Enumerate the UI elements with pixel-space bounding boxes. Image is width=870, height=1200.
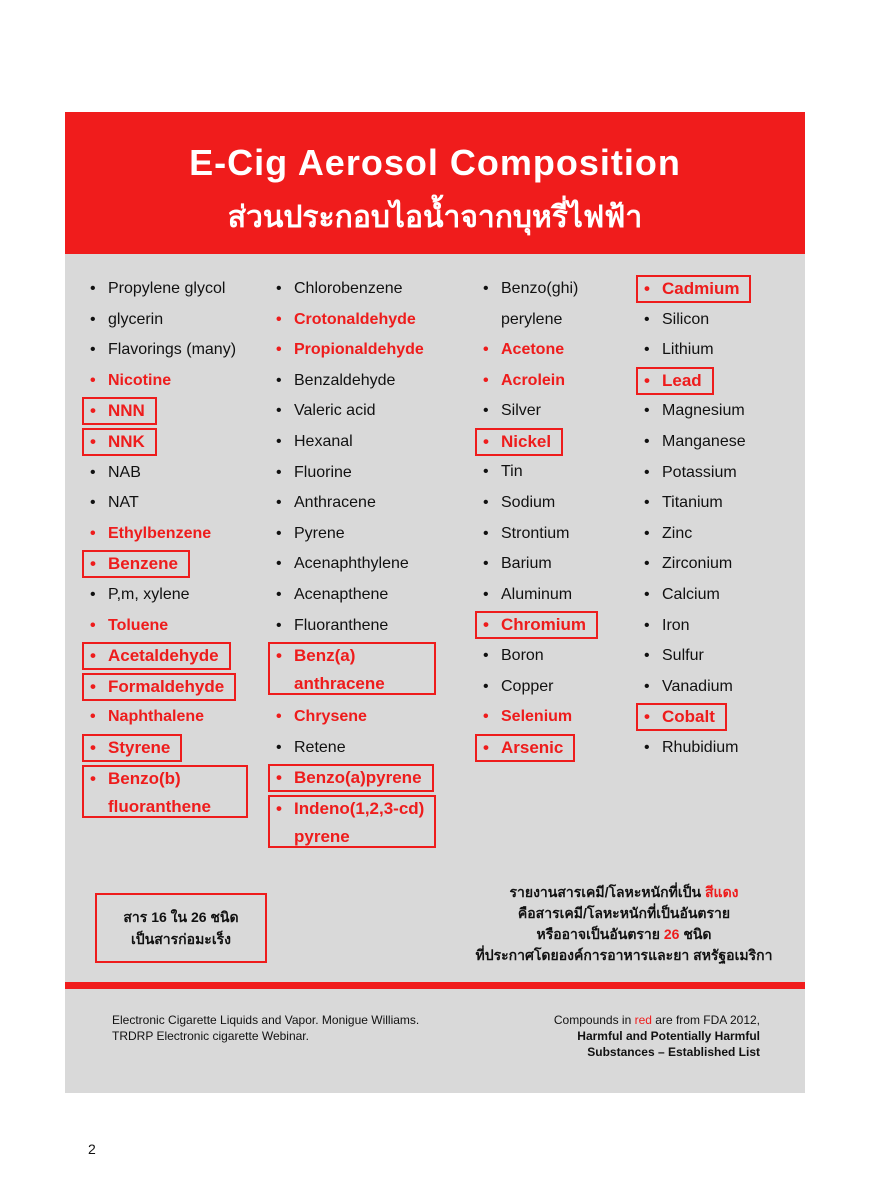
reference-right bbox=[490, 1012, 760, 1060]
divider-line bbox=[65, 982, 805, 989]
compound-item bbox=[82, 431, 236, 462]
compound-name: Acenaphthylene bbox=[294, 555, 409, 573]
bullet-icon: • bbox=[644, 585, 650, 603]
compound-item bbox=[636, 553, 746, 584]
column-2 bbox=[268, 278, 424, 859]
bullet-icon: • bbox=[90, 616, 96, 634]
compound-name: Sodium bbox=[501, 493, 556, 511]
compound-item bbox=[82, 706, 236, 737]
compound-name: NNK bbox=[108, 431, 145, 451]
fda-note-line-2: คือสารเคมี/โลหะหนักที่เป็นอันตราย bbox=[517, 905, 731, 921]
highlight-box bbox=[82, 673, 236, 701]
compound-item bbox=[82, 584, 236, 615]
bullet-icon: • bbox=[644, 524, 650, 542]
compound-name: Acetaldehyde bbox=[108, 646, 219, 666]
bullet-icon: • bbox=[90, 737, 96, 757]
compound-name: Potassium bbox=[662, 463, 737, 481]
highlight-box bbox=[82, 765, 248, 818]
compound-item bbox=[268, 400, 424, 431]
compound-item bbox=[636, 462, 746, 493]
compound-name: Naphthalene bbox=[108, 708, 205, 726]
fda-note-red-word: สีแดง bbox=[705, 884, 739, 900]
bullet-icon: • bbox=[483, 431, 489, 451]
reference-right-text-2: are from FDA 2012, bbox=[651, 1013, 760, 1027]
compound-item bbox=[475, 492, 586, 523]
compound-item bbox=[475, 431, 586, 462]
bullet-icon: • bbox=[483, 402, 489, 420]
bullet-icon: • bbox=[90, 708, 96, 726]
compound-item bbox=[82, 400, 236, 431]
compound-item bbox=[636, 431, 746, 462]
compound-name: Acetone bbox=[501, 341, 565, 358]
bullet-icon: • bbox=[644, 494, 650, 512]
bullet-icon: • bbox=[90, 676, 96, 696]
compound-item bbox=[82, 676, 236, 707]
highlight-box bbox=[82, 428, 157, 456]
compound-item bbox=[268, 767, 424, 798]
reference-right-line-1 bbox=[490, 1012, 760, 1028]
compound-item bbox=[268, 492, 424, 523]
compound-name: Calcium bbox=[662, 585, 720, 603]
bullet-icon: • bbox=[644, 463, 650, 481]
compound-name: Chrysene bbox=[294, 708, 367, 726]
bullet-icon: • bbox=[276, 768, 282, 788]
compound-name: Nickel bbox=[501, 431, 552, 451]
bullet-icon: • bbox=[276, 310, 282, 328]
compound-name: Iron bbox=[662, 616, 690, 634]
compound-name: Selenium bbox=[501, 708, 573, 726]
compound-name: P,m, xylene bbox=[108, 585, 190, 603]
compound-name: Copper bbox=[501, 677, 554, 695]
bullet-icon: • bbox=[90, 554, 96, 574]
bullet-icon: • bbox=[644, 707, 650, 727]
bullet-icon: • bbox=[483, 737, 489, 757]
compound-name: Flavorings (many) bbox=[108, 341, 237, 359]
compound-name: Lithium bbox=[662, 341, 714, 359]
compound-name: Benz(a) bbox=[294, 646, 356, 666]
compound-name: Cobalt bbox=[662, 707, 715, 727]
bullet-icon: • bbox=[90, 585, 96, 603]
compound-item bbox=[475, 523, 586, 554]
note-box-line-2: เป็นสารก่อมะเร็ง bbox=[131, 931, 231, 947]
compound-name: Valeric acid bbox=[294, 402, 376, 420]
reference-left bbox=[112, 1012, 482, 1044]
highlight-box bbox=[475, 734, 575, 762]
compound-item bbox=[475, 553, 586, 584]
compound-name: Propylene glycol bbox=[108, 280, 226, 297]
compound-item bbox=[268, 309, 424, 340]
compound-name: Formaldehyde bbox=[108, 676, 225, 696]
compound-item bbox=[268, 584, 424, 615]
compound-item bbox=[82, 737, 236, 768]
reference-right-text: Compounds in bbox=[553, 1013, 635, 1027]
bullet-icon: • bbox=[90, 463, 96, 481]
reference-left-line-2: TRDRP Electronic cigarette Webinar. bbox=[112, 1029, 309, 1043]
fda-note-line-4: ที่ประกาศโดยองค์การอาหารและยา สหรัฐอเมริกา bbox=[475, 947, 773, 963]
compound-item bbox=[82, 278, 236, 309]
compound-item bbox=[268, 431, 424, 462]
compound-item bbox=[82, 492, 236, 523]
compound-name: Tin bbox=[501, 463, 523, 481]
highlight-box bbox=[636, 275, 751, 303]
compound-name: glycerin bbox=[108, 310, 164, 328]
bullet-icon: • bbox=[90, 646, 96, 666]
bullet-icon: • bbox=[90, 341, 96, 359]
column-3 bbox=[475, 278, 586, 767]
bullet-icon: • bbox=[483, 463, 489, 481]
fda-note-count: 26 bbox=[663, 926, 680, 942]
bullet-icon: • bbox=[483, 708, 489, 726]
highlight-box bbox=[268, 795, 436, 848]
compound-item bbox=[475, 461, 586, 492]
compound-item bbox=[268, 615, 424, 646]
compound-name: Barium bbox=[501, 555, 552, 573]
reference-right-bold-1: Harmful and Potentially Harmful bbox=[577, 1029, 760, 1043]
compound-item bbox=[475, 339, 586, 370]
compound-item bbox=[636, 278, 746, 309]
page-number: 2 bbox=[88, 1141, 96, 1157]
reference-left-line-1: Electronic Cigarette Liquids and Vapor. Monigue Williams. bbox=[112, 1013, 420, 1027]
compound-name: Lead bbox=[662, 370, 702, 390]
column-1 bbox=[82, 278, 236, 829]
compound-item bbox=[268, 370, 424, 401]
compound-name: NAB bbox=[108, 463, 141, 481]
compound-item bbox=[82, 768, 236, 829]
compound-name-line-2: pyrene bbox=[294, 826, 350, 846]
header-banner bbox=[65, 112, 805, 254]
compound-name: Fluorine bbox=[294, 463, 352, 481]
compound-name: Anthracene bbox=[294, 494, 376, 512]
bullet-icon: • bbox=[276, 280, 282, 297]
bullet-icon: • bbox=[90, 524, 96, 542]
bullet-icon: • bbox=[90, 371, 96, 389]
bullet-icon: • bbox=[90, 494, 96, 512]
compound-item bbox=[636, 309, 746, 340]
compound-name: Chromium bbox=[501, 615, 586, 635]
highlight-box bbox=[636, 703, 727, 731]
compound-item bbox=[268, 278, 424, 309]
fda-note-line-1-text: รายงานสารเคมี/โลหะหนักที่เป็น bbox=[509, 884, 706, 900]
bullet-icon: • bbox=[276, 432, 282, 450]
bullet-icon: • bbox=[483, 646, 489, 664]
compound-name: Silver bbox=[501, 402, 542, 420]
bullet-icon: • bbox=[90, 310, 96, 328]
bullet-icon: • bbox=[483, 524, 489, 542]
bullet-icon: • bbox=[90, 280, 96, 297]
compound-item bbox=[636, 370, 746, 401]
compound-name: Sulfur bbox=[662, 647, 704, 665]
compound-name: Chlorobenzene bbox=[294, 280, 403, 297]
bullet-icon: • bbox=[483, 280, 489, 297]
compound-name: Benzo(a)pyrene bbox=[294, 768, 422, 788]
highlight-box bbox=[268, 764, 434, 792]
compound-item bbox=[475, 645, 586, 676]
compound-item bbox=[475, 278, 586, 339]
compound-item bbox=[268, 737, 424, 768]
bullet-icon: • bbox=[276, 555, 282, 573]
compound-item bbox=[636, 400, 746, 431]
compound-name: Aluminum bbox=[501, 585, 573, 603]
compound-name: Arsenic bbox=[501, 737, 564, 757]
highlight-box bbox=[82, 550, 190, 578]
compound-item bbox=[475, 737, 586, 768]
compound-name: Zinc bbox=[662, 524, 693, 542]
bullet-icon: • bbox=[644, 647, 650, 665]
bullet-icon: • bbox=[644, 370, 650, 390]
compound-item bbox=[475, 676, 586, 707]
bullet-icon: • bbox=[483, 677, 489, 695]
compound-name: Magnesium bbox=[662, 402, 745, 420]
bullet-icon: • bbox=[644, 677, 650, 695]
compound-item bbox=[82, 615, 236, 646]
compound-name: Ethylbenzene bbox=[108, 524, 212, 542]
bullet-icon: • bbox=[644, 279, 650, 298]
compound-name: Vanadium bbox=[662, 677, 733, 695]
compound-name: Rhubidium bbox=[662, 738, 739, 756]
compound-item bbox=[636, 645, 746, 676]
compound-name: Cadmium bbox=[662, 279, 740, 298]
bullet-icon: • bbox=[483, 555, 489, 573]
reference-right-line-3 bbox=[490, 1044, 760, 1060]
compound-item bbox=[475, 706, 586, 737]
reference-right-red-word: red bbox=[634, 1013, 652, 1027]
bullet-icon: • bbox=[276, 463, 282, 481]
compound-item bbox=[82, 339, 236, 370]
bullet-icon: • bbox=[644, 310, 650, 328]
highlight-box bbox=[82, 642, 231, 670]
bullet-icon: • bbox=[276, 524, 282, 542]
fda-note bbox=[440, 882, 808, 966]
bullet-icon: • bbox=[276, 371, 282, 389]
compound-name: Toluene bbox=[108, 616, 169, 634]
compound-item bbox=[636, 339, 746, 370]
fda-note-line-3 bbox=[440, 924, 808, 945]
compound-name: NAT bbox=[108, 494, 139, 512]
compound-item bbox=[268, 339, 424, 370]
reference-right-line-2 bbox=[490, 1028, 760, 1044]
bullet-icon: • bbox=[644, 402, 650, 420]
compound-item bbox=[636, 737, 746, 768]
compound-item bbox=[268, 553, 424, 584]
compound-name: Crotonaldehyde bbox=[294, 310, 416, 328]
compound-item bbox=[636, 584, 746, 615]
compound-item bbox=[268, 462, 424, 493]
highlight-box bbox=[475, 611, 598, 639]
compound-item bbox=[82, 370, 236, 401]
bullet-icon: • bbox=[644, 616, 650, 634]
compound-item bbox=[82, 553, 236, 584]
compound-item bbox=[475, 400, 586, 431]
note-box-line-1: สาร 16 ใน 26 ชนิด bbox=[123, 909, 239, 925]
compound-item bbox=[268, 706, 424, 737]
bullet-icon: • bbox=[644, 432, 650, 450]
compound-name: Boron bbox=[501, 646, 544, 664]
bullet-icon: • bbox=[644, 341, 650, 359]
compound-name: Retene bbox=[294, 738, 346, 756]
compound-item bbox=[636, 492, 746, 523]
highlight-box bbox=[82, 397, 157, 425]
bullet-icon: • bbox=[90, 431, 96, 451]
compound-name: NNN bbox=[108, 401, 145, 421]
fda-note-line-3-suffix: ชนิด bbox=[679, 926, 712, 942]
compound-name: Styrene bbox=[108, 737, 171, 757]
compound-item bbox=[475, 614, 586, 645]
compound-name: Zirconium bbox=[662, 555, 733, 573]
bullet-icon: • bbox=[483, 341, 489, 358]
bullet-icon: • bbox=[483, 371, 489, 389]
compound-name: Acenapthene bbox=[294, 585, 389, 603]
compound-item bbox=[82, 523, 236, 554]
bullet-icon: • bbox=[483, 585, 489, 603]
compound-item bbox=[475, 370, 586, 401]
carcinogen-note-box bbox=[95, 893, 267, 963]
highlight-box bbox=[268, 642, 436, 695]
bullet-icon: • bbox=[644, 738, 650, 756]
bullet-icon: • bbox=[483, 493, 489, 511]
compound-name: Fluoranthene bbox=[294, 616, 389, 634]
compound-name: Hexanal bbox=[294, 432, 353, 450]
bullet-icon: • bbox=[90, 768, 96, 788]
compound-item bbox=[82, 645, 236, 676]
highlight-box bbox=[82, 734, 182, 762]
fda-note-line-3-text: หรืออาจเป็นอันตราย bbox=[536, 926, 664, 942]
compound-name-line-2: fluoranthene bbox=[108, 796, 211, 816]
column-4 bbox=[636, 278, 746, 768]
bullet-icon: • bbox=[276, 494, 282, 512]
fda-note-line-1 bbox=[440, 882, 808, 903]
compound-name: Strontium bbox=[501, 524, 570, 542]
compound-name: Silicon bbox=[662, 310, 710, 328]
compound-name: Manganese bbox=[662, 432, 746, 450]
bullet-icon: • bbox=[90, 401, 96, 421]
compound-name: Propionaldehyde bbox=[294, 341, 424, 359]
bullet-icon: • bbox=[276, 585, 282, 603]
compound-name: Pyrene bbox=[294, 524, 345, 542]
compound-item bbox=[268, 645, 424, 706]
bullet-icon: • bbox=[483, 615, 489, 635]
compound-name: Indeno(1,2,3-cd) bbox=[294, 798, 425, 818]
compound-item bbox=[82, 462, 236, 493]
compound-item bbox=[636, 523, 746, 554]
bullet-icon: • bbox=[276, 402, 282, 420]
compound-name: Titanium bbox=[662, 494, 723, 512]
compound-item bbox=[475, 584, 586, 615]
compound-item bbox=[636, 706, 746, 737]
compound-name: Acrolein bbox=[501, 371, 566, 389]
title-english: E-Cig Aerosol Composition bbox=[189, 142, 681, 183]
compound-name-line-2: anthracene bbox=[294, 674, 385, 694]
compound-name: Benzo(ghi) bbox=[501, 280, 579, 297]
compound-name-line-2: perylene bbox=[501, 311, 563, 328]
title-thai: ส่วนประกอบไอน้ำจากบุหรี่ไฟฟ้า bbox=[227, 201, 643, 234]
bullet-icon: • bbox=[276, 616, 282, 634]
bullet-icon: • bbox=[276, 646, 282, 666]
compound-name: Nicotine bbox=[108, 371, 172, 389]
bullet-icon: • bbox=[276, 708, 282, 726]
compound-item bbox=[636, 615, 746, 646]
highlight-box bbox=[636, 367, 714, 395]
compound-item bbox=[636, 676, 746, 707]
highlight-box bbox=[475, 428, 563, 456]
bullet-icon: • bbox=[644, 555, 650, 573]
compound-name: Benzo(b) bbox=[108, 768, 181, 788]
reference-right-bold-2: Substances – Established List bbox=[587, 1045, 760, 1059]
compound-item bbox=[268, 523, 424, 554]
compound-item bbox=[268, 798, 424, 859]
bullet-icon: • bbox=[276, 738, 282, 756]
bullet-icon: • bbox=[276, 798, 282, 818]
compound-name: Benzene bbox=[108, 554, 178, 574]
bullet-icon: • bbox=[276, 341, 282, 359]
compound-name: Benzaldehyde bbox=[294, 371, 396, 389]
compound-item bbox=[82, 309, 236, 340]
